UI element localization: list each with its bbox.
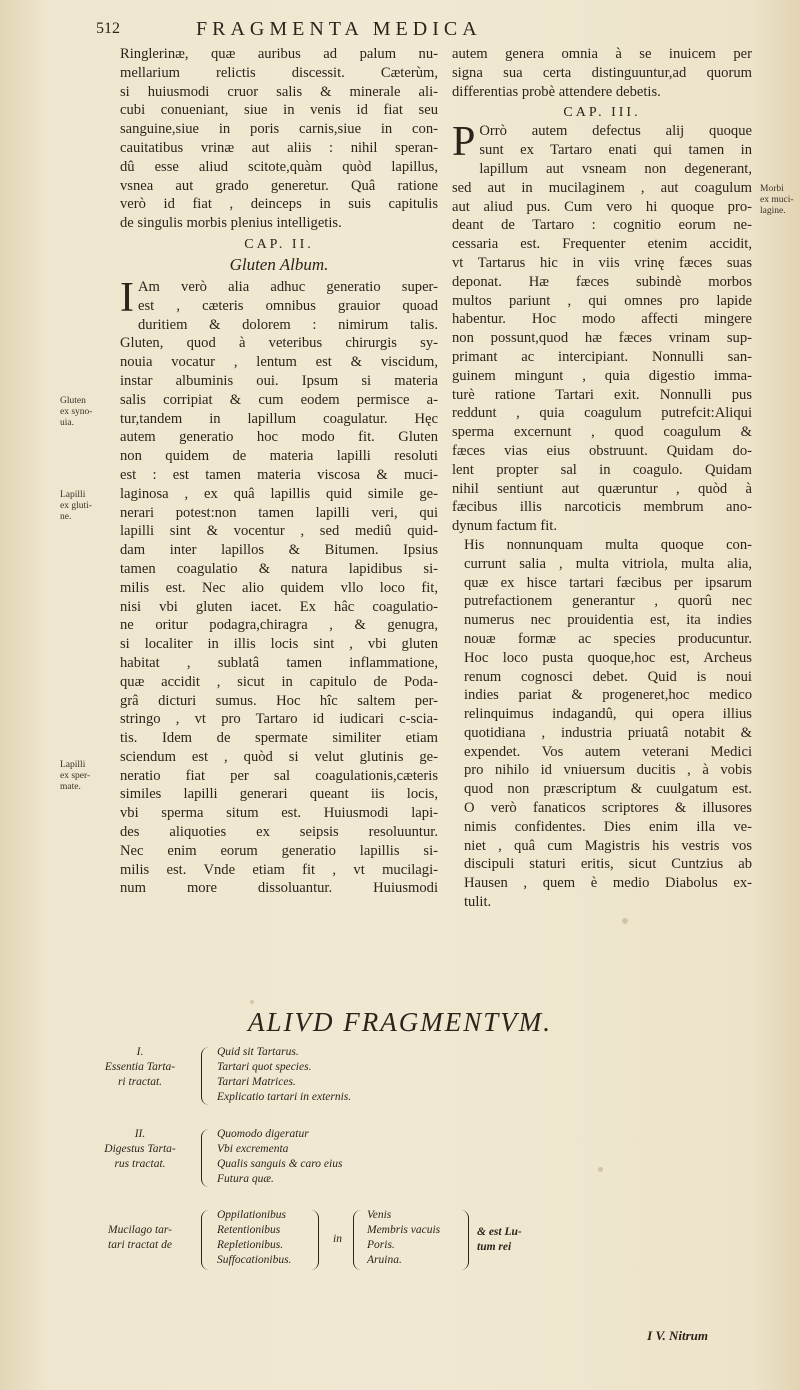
text-line: laginosa , ex quâ lapillis quid simile ge- [120, 485, 438, 502]
brace [201, 1047, 210, 1105]
text-line: quotidiana , industria priuatâ notabit & [464, 724, 752, 741]
text-line: niet , quâ cum Magistris his vestris vos [464, 837, 752, 854]
text-line: nisi vbi gluten iacet. Ex hâc coagulatio- [120, 598, 438, 615]
text-line: est , cæteris omnibus grauior quoad [138, 297, 438, 314]
synopsis-connector: in [333, 1233, 342, 1245]
text-line: ri tractat. [117, 1076, 163, 1088]
text-line: Explicatio tartari in externis. [217, 1091, 352, 1103]
text-line: Ringlerinæ, quæ auribus ad palum nu- [120, 46, 438, 62]
text-line: Quomodo digeratur [217, 1128, 309, 1140]
text-line: Gluten, quod à veteribus chirurgis sy- [120, 335, 438, 352]
text-line: verò id fiat , deinceps in suis capitulis [120, 196, 438, 213]
text-line: lapillum aut vsneam non degenerant, [479, 160, 752, 177]
text-line: His nonnunquam multa quoque con- [464, 536, 752, 553]
text-line: ne oritur podagra,chiragra , & genugra, [120, 617, 438, 634]
text-line: expendet. Vos autem veterani Medici [464, 743, 752, 760]
text-line: instar albuminis oui. Ipsum si materia [120, 372, 438, 389]
text-line: indies pariat & progeneret,hoc medico [464, 687, 752, 704]
text-line: nihil sentiunt aut quæruntur , quòd à [452, 480, 752, 497]
text-line: num more dissoluantur. Huiusmodi [120, 880, 438, 897]
chapter-heading-2: CAP. II. [244, 236, 314, 252]
text-line: deponat. Hæ fæces subindè morbos [452, 273, 752, 290]
text-line: sanguine,siue in poris carnis,siue in con- [120, 121, 438, 138]
drop-cap-i: I [120, 274, 134, 321]
text-line: non quidem de materia lapilli resoluti [120, 448, 438, 465]
synopsis-part1-items [217, 1045, 351, 1105]
text-line: reddunt , quia coagulum putrefcit:Aliqui [452, 405, 752, 422]
text-line: & est Lu- [477, 1226, 522, 1238]
text-line: ne. [60, 512, 72, 522]
text-line: habitat , sublatâ tamen inflammatione, [120, 654, 438, 671]
text-line: Repletionibus. [217, 1239, 284, 1251]
text-line: Lapilli [60, 490, 86, 500]
paper-stain [250, 1000, 254, 1004]
text-line: O verò fanaticos scriptores & illusores [464, 800, 752, 817]
text-line: si localiter in illis locis sint , vbi gluten [120, 636, 438, 653]
right-paragraph-2 [452, 119, 752, 166]
text-line: ex gluti- [60, 501, 92, 511]
text-line: lent propter sal in coagulo. Quidam [452, 461, 752, 478]
text-line: sed aut in mucilaginem , aut coagulum [452, 179, 752, 196]
text-line: sciendum est , quòd si velut glutinis ge- [120, 748, 438, 765]
text-line: primant ac intercipiant. Nonnulli san- [452, 348, 752, 365]
text-line: Qualis sanguis & caro eius [217, 1158, 343, 1170]
text-line: cauitatibus vrinæ aut aliis : nihil speran- [120, 139, 438, 156]
brace [310, 1210, 319, 1270]
text-line: uia. [60, 418, 74, 428]
text-line: Futura quæ. [217, 1173, 274, 1185]
text-line: tum rei [477, 1241, 512, 1253]
text-line: habentur. Hoc modo affecti mingere [452, 311, 752, 328]
text-line: Hoc loco pusta quoque,hoc est, Archeus [464, 649, 752, 666]
text-line: Venis [367, 1209, 392, 1221]
left-column [120, 45, 438, 898]
text-line: fæcibus illis narcoticis membrum ano- [452, 499, 752, 516]
text-line: pro nihilo id vniuersum ducitis , à vobis [464, 762, 752, 779]
text-line: relinquimus indagandû, qui opera illius [464, 706, 752, 723]
text-line: est : est tamen materia viscosa & muci- [120, 466, 438, 483]
text-line: nerari potest:non tamen lapilli veri, qui [120, 504, 438, 521]
text-line: Aruina. [367, 1254, 402, 1266]
text-line: Am verò alia adhuc generatio super- [138, 278, 438, 295]
text-line: Lapilli [60, 760, 86, 770]
brace [201, 1210, 210, 1270]
text-line: mate. [60, 782, 81, 792]
running-title: FRAGMENTA MEDICA [196, 18, 482, 40]
text-line: differentias probè attendere debetis. [452, 83, 661, 100]
text-line: salis corripiat & cum eodem permisce a- [120, 391, 438, 408]
text-line: vsnea aut grado generetur. Quâ ratione [120, 177, 438, 194]
text-line: Tartari quot species. [217, 1061, 312, 1073]
text-line: Suffocationibus. [217, 1254, 292, 1266]
margin-note-lapilli-sperma [60, 760, 112, 793]
text-line: vbi sperma situm est. Huiusmodi lapi- [120, 805, 438, 822]
text-line: tulit. [464, 894, 492, 911]
left-paragraph-2 [120, 274, 438, 334]
synopsis-part2-label [85, 1127, 195, 1172]
drop-cap-p: P [452, 119, 476, 166]
text-line: deant de Tartaro : cognitio eorum ne- [452, 217, 752, 234]
text-line: quæ ex hisce tartari fæcibus per ipsarum [464, 574, 752, 591]
text-line: Vbi excrementa [217, 1143, 289, 1155]
left-paragraph-1 [120, 45, 438, 233]
text-line: aut aliud pus. Cum vero hi quoque pro- [452, 198, 752, 215]
synopsis-part3-items-a [217, 1208, 291, 1268]
text-line: grâ dicturi sumus. Hoc hîc saltem per- [120, 692, 438, 709]
chapter-heading-3: CAP. III. [563, 105, 641, 121]
text-line: autem generatio hoc modo fit. Gluten [120, 429, 438, 446]
chapter-subtitle: Gluten Album. [229, 254, 329, 274]
text-line: discipuli staturi eritis, sicut Cuntzius ab [464, 856, 752, 873]
text-line: renum cognosci debet. Quid is noui [464, 668, 752, 685]
page-header [0, 18, 800, 44]
text-line: milis est. Vnde etiam fit , vt mucilagi- [120, 861, 438, 878]
text-line: Orrò autem defectus alij quoque [479, 123, 752, 140]
text-line: nouia vocatur , lentum est & viscidum, [120, 354, 438, 371]
text-line: rus tractat. [114, 1158, 166, 1170]
text-line: stringo , vt pro Tartaro id iudicari c-scia- [120, 711, 438, 728]
text-line: dynum factum fit. [452, 518, 557, 535]
text-line: currunt salia , multa vitriola, multa alia, [464, 555, 752, 572]
text-line: duritiem & dolorem : nimirum talis. [138, 316, 438, 333]
paper-stain [622, 918, 628, 924]
text-line: Poris. [367, 1239, 395, 1251]
right-paragraph-1 [452, 45, 752, 101]
text-line: si huiusmodi cruor salis & minerale ali- [120, 83, 438, 100]
text-line: tis. Idem de spermate similiter etiam [120, 730, 438, 747]
synopsis-part3-items-b [367, 1208, 440, 1268]
margin-note-gluten [60, 396, 112, 429]
text-line: ex sper- [60, 771, 91, 781]
text-line: vt Tartarus hic in viis vrinę fæces suas [452, 254, 752, 271]
text-line: tari tractat de [108, 1239, 172, 1251]
synopsis-part1-label [85, 1045, 195, 1090]
paper-stain [598, 1167, 603, 1172]
right-paragraph-3 [452, 536, 752, 912]
text-line: Mucilago tar- [108, 1224, 172, 1236]
page-number: 512 [96, 20, 120, 37]
text-line: Membris vacuis [367, 1224, 441, 1236]
text-line: similes lapilli generari queant iis locis, [120, 786, 438, 803]
text-line: dû esse aliud scitote,quàm quòd lapillus, [120, 158, 438, 175]
text-line: de singulis morbis plenius intelligetis. [120, 215, 342, 232]
margin-note-mucilagine [760, 184, 800, 217]
text-line: putrefactionem generantur , quorû nec [464, 593, 752, 610]
text-line: Oppilationibus [217, 1209, 287, 1221]
text-line: multos pariunt , qui omnes pro lapide [452, 292, 752, 309]
section-title: ALIVD FRAGMENTVM. [248, 1007, 552, 1037]
text-line: milis est. Nec alio quidem vllo loco fit, [120, 579, 438, 596]
text-line: des aliquoties ex seipsis resoluuntur. [120, 824, 438, 841]
margin-note-lapilli-gluten [60, 490, 112, 523]
catchword: I V. Nitrum [647, 1328, 708, 1343]
text-line: Quid sit Tartarus. [217, 1046, 299, 1058]
text-line: nouæ formæ ac species producuntur. [464, 630, 752, 647]
text-line: numerus nec prouidentia est, ita indies [464, 612, 752, 629]
text-line: neratio fiat per sal coagulationis,cæteris [120, 767, 438, 784]
synopsis-table [105, 1045, 765, 1325]
text-line: dam inter lapillos & Bitumen. Ipsius [120, 542, 438, 559]
text-line: cubi conueniant, siue in venis id fiat seu [120, 102, 438, 119]
text-line: guinem mingunt , quia digestio imma- [452, 367, 752, 384]
text-line: Gluten [60, 396, 86, 406]
text-line: ex syno- [60, 407, 93, 417]
text-line: sperma excernunt , quod coagulum & [452, 424, 752, 441]
text-line: tamen coagulatio & natura lapidibus si- [120, 560, 438, 577]
text-line: tur,tandem in lapillum coagulatur. Hęc [120, 410, 438, 427]
text-line: Essentia Tarta- [104, 1061, 176, 1073]
text-line: lagine. [760, 206, 786, 216]
text-line: Digestus Tarta- [104, 1143, 176, 1155]
text-line: quæ accidit , sicut in capitulo de Poda- [120, 673, 438, 690]
text-line: nimis confidentes. Dies enim illa ve- [464, 818, 752, 835]
text-line: turè ratione Tartari exit. Nonnulli pus [452, 386, 752, 403]
text-line: lapilli sint & vocentur , sed mediû quid- [120, 523, 438, 540]
right-paragraph-2-body [452, 160, 752, 536]
text-line: quod non præscriptum & cuulgatum est. [464, 781, 752, 798]
synopsis-part3-tail [477, 1225, 522, 1255]
brace [460, 1210, 469, 1270]
text-line: Nec enim eorum generatio lapillis si- [120, 842, 438, 859]
text-line: Hausen , quem è medio Diabolus ex- [464, 875, 752, 892]
text-line: autem genera omnia à se inuicem per [452, 46, 752, 62]
text-line: Retentionibus [217, 1224, 281, 1236]
text-line: non possunt,quod hæ fæces vrinam sup- [452, 330, 752, 347]
text-line: cessaria est. Frequenter etenim accidit, [452, 236, 752, 253]
text-line: I. [136, 1046, 144, 1058]
brace [353, 1210, 362, 1270]
synopsis-part2-items [217, 1127, 342, 1187]
text-line: sunt ex Tartaro enati qui tamen in [479, 142, 752, 159]
synopsis-part3-label [85, 1223, 195, 1253]
brace [201, 1129, 210, 1187]
text-line: signa sua certa distinguuntur,ad quorum [452, 64, 752, 81]
text-line: mellarium relictis discessit. Cæterùm, [120, 64, 438, 81]
text-line: ex muci- [760, 195, 794, 205]
right-column [452, 45, 752, 912]
left-paragraph-2-body [120, 334, 438, 898]
text-line: fæces vias eius obstruunt. Quidam do- [452, 442, 752, 459]
text-line: Morbi [760, 184, 784, 194]
text-line: II. [134, 1128, 146, 1140]
text-line: Tartari Matrices. [217, 1076, 296, 1088]
